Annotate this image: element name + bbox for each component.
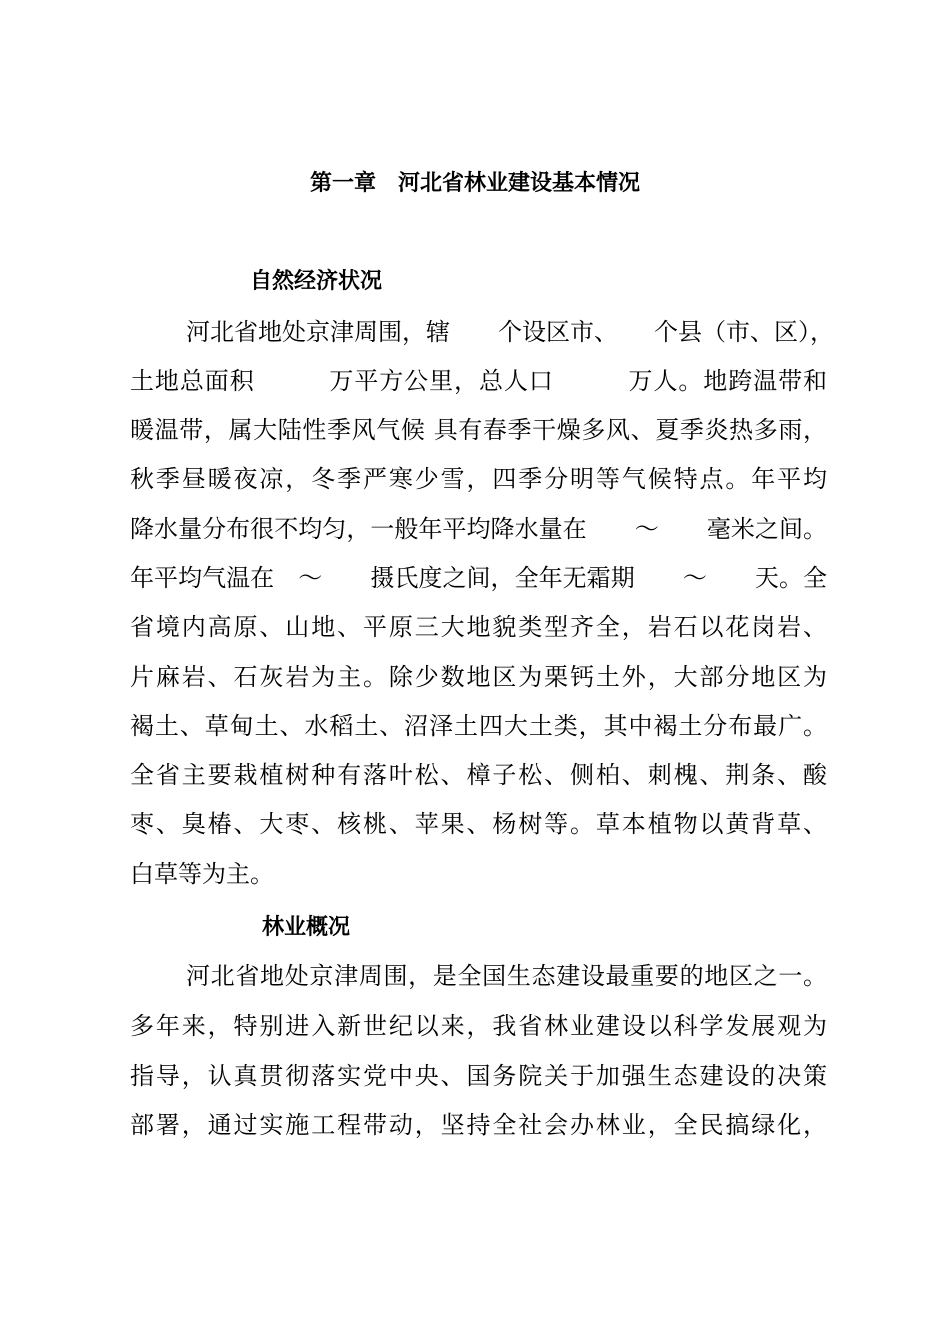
paragraph-line: 多年来，特别进入新世纪以来，我省林业建设以科学发展观为: [130, 1012, 827, 1040]
paragraph-line: 年平均气温在 ～ 摄氏度之间，全年无霜期 ～ 天。全: [130, 564, 827, 592]
paragraph-line: 河北省地处京津周围，是全国生态建设最重要的地区之一。: [186, 962, 827, 990]
paragraph-line: 片麻岩、石灰岩为主。除少数地区为栗钙土外，大部分地区为: [130, 663, 827, 691]
paragraph-line: 指导，认真贯彻落实党中央、国务院关于加强生态建设的决策: [130, 1062, 827, 1090]
paragraph-line: 省境内高原、山地、平原三大地貌类型齐全，岩石以花岗岩、: [130, 613, 827, 641]
paragraph-line: 枣、臭椿、大枣、核桃、苹果、杨树等。草本植物以黄背草、: [130, 810, 827, 838]
paragraph-line: 白草等为主。: [130, 860, 274, 888]
paragraph-line: 河北省地处京津周围，辖 个设区市、 个县（市、区），: [186, 318, 834, 346]
paragraph-line: 部署，通过实施工程带动，坚持全社会办林业，全民搞绿化，: [130, 1111, 827, 1139]
paragraph-line: 褐土、草甸土、水稻土、沼泽土四大土类，其中褐土分布最广。: [130, 712, 827, 740]
paragraph-line: 降水量分布很不均匀，一般年平均降水量在 ～ 毫米之间。: [130, 515, 827, 543]
chapter-title: 第一章 河北省林业建设基本情况: [309, 171, 640, 196]
paragraph-line: 暖温带，属大陆性季风气候 具有春季干燥多风、夏季炎热多雨，: [130, 416, 827, 444]
section-heading-natural-economy: 自然经济状况: [250, 269, 383, 294]
paragraph-line: 土地总面积 万平方公里，总人口 万人。地跨温带和: [130, 367, 827, 395]
paragraph-line: 全省主要栽植树种有落叶松、樟子松、侧柏、刺槐、荆条、酸: [130, 761, 827, 789]
section-heading-forestry-overview: 林业概况: [262, 915, 351, 940]
paragraph-line: 秋季昼暖夜凉，冬季严寒少雪，四季分明等气候特点。年平均: [130, 465, 827, 493]
